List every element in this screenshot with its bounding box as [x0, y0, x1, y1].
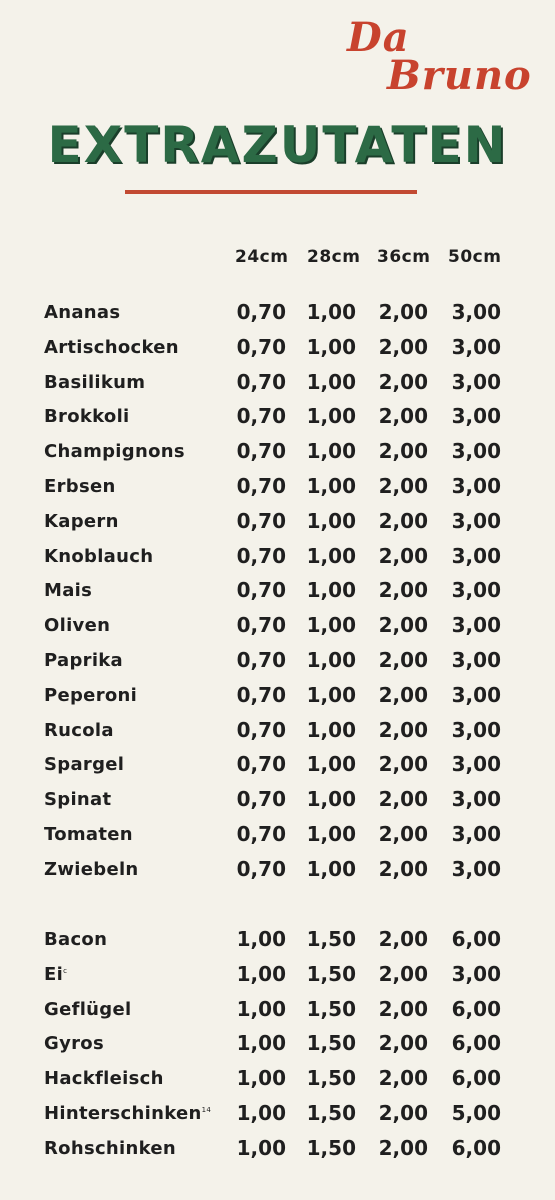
ingredient-label: Rohschinken [44, 1137, 177, 1159]
price-cell: 2,00 [378, 752, 428, 777]
size-50: 50cm [448, 247, 502, 267]
ingredient-name [44, 824, 133, 845]
price-row [0, 578, 555, 608]
price-cell: 6,00 [451, 1066, 501, 1091]
price-cell: 1,50 [306, 927, 356, 951]
price-cell: 5,00 [451, 1101, 501, 1125]
price-cell: 3,00 [451, 404, 501, 429]
price-cell: 0,70 [236, 717, 286, 742]
price-cell: 2,00 [378, 648, 428, 672]
ingredient-name [44, 650, 123, 671]
price-cell: 1,00 [236, 1031, 286, 1056]
price-cell: 2,00 [378, 334, 428, 359]
price-cell: 3,00 [451, 682, 501, 707]
price-cell: 2,00 [378, 1101, 428, 1125]
price-cell: 3,00 [451, 961, 501, 986]
price-cell: 3,00 [451, 752, 501, 777]
price-cell: 2,00 [378, 682, 428, 707]
ingredient-name [44, 964, 67, 985]
price-cell: 1,00 [306, 404, 356, 429]
price-row [0, 927, 555, 957]
price-cell: 3,00 [451, 508, 501, 533]
ingredient-name [44, 406, 130, 427]
price-cell: 1,00 [236, 996, 286, 1021]
price-cell: 1,00 [306, 752, 356, 777]
price-cell: 1,00 [306, 508, 356, 533]
price-cell: 2,00 [378, 787, 428, 812]
price-row [0, 857, 555, 887]
title-underline [125, 190, 417, 194]
ingredient-label: Oliven [44, 615, 111, 637]
price-cell: 0,70 [236, 439, 286, 464]
price-cell: 2,00 [378, 856, 428, 881]
price-row [0, 962, 555, 992]
price-cell: 2,00 [378, 961, 428, 986]
ingredient-name [44, 929, 107, 950]
ingredient-name [44, 754, 124, 775]
ingredient-name [44, 1138, 176, 1159]
price-cell: 0,70 [236, 369, 286, 394]
price-cell: 3,00 [451, 613, 501, 638]
price-cell: 1,00 [306, 334, 356, 359]
ingredient-label: Hinterschinken [44, 1103, 202, 1124]
price-cell: 0,70 [236, 787, 286, 812]
price-cell: 6,00 [451, 1135, 501, 1160]
ingredient-name [44, 789, 111, 810]
price-cell: 2,00 [378, 578, 428, 603]
ingredient-label: Rucola [44, 719, 114, 741]
ingredient-name [44, 511, 119, 532]
price-cell: 3,00 [451, 648, 501, 672]
price-row [0, 1066, 555, 1096]
ingredient-label: Hackfleisch [44, 1068, 164, 1090]
price-cell: 2,00 [378, 822, 428, 846]
price-cell: 2,00 [378, 474, 428, 498]
ingredient-label: Tomaten [44, 824, 133, 845]
price-cell: 2,00 [378, 1066, 428, 1091]
price-row [0, 544, 555, 574]
allergen-note: c [63, 966, 68, 975]
price-cell: 1,50 [306, 1135, 356, 1160]
price-cell: 2,00 [378, 613, 428, 638]
price-row [0, 1136, 555, 1166]
ingredient-label: Geflügel [44, 998, 132, 1020]
price-cell: 0,70 [236, 543, 286, 568]
ingredient-label: Gyros [44, 1033, 104, 1055]
price-cell: 0,70 [236, 508, 286, 533]
ingredient-label: Erbsen [44, 476, 116, 497]
price-cell: 0,70 [236, 822, 286, 846]
price-cell: 3,00 [451, 856, 501, 881]
price-cell: 0,70 [236, 404, 286, 429]
price-cell: 1,00 [306, 369, 356, 394]
ingredient-label: Zwiebeln [44, 858, 139, 880]
price-cell: 1,00 [236, 1101, 286, 1125]
price-cell: 3,00 [451, 717, 501, 742]
price-cell: 3,00 [451, 439, 501, 464]
price-cell: 1,00 [306, 717, 356, 742]
price-cell: 3,00 [451, 578, 501, 603]
ingredient-label: Ei [44, 963, 64, 985]
price-cell: 3,00 [451, 474, 501, 498]
ingredient-name [44, 1068, 164, 1089]
price-cell: 3,00 [451, 334, 501, 359]
ingredient-label: Ananas [44, 302, 121, 323]
price-cell: 0,70 [236, 300, 286, 324]
ingredient-name [44, 337, 179, 358]
price-row [0, 752, 555, 782]
ingredient-name [44, 580, 92, 601]
price-cell: 0,70 [236, 648, 286, 672]
price-cell: 1,00 [236, 1135, 286, 1160]
price-row [0, 335, 555, 365]
price-cell: 1,00 [306, 474, 356, 498]
price-cell: 1,50 [306, 1101, 356, 1125]
price-cell: 2,00 [378, 508, 428, 533]
price-cell: 1,50 [306, 1066, 356, 1091]
price-cell: 1,00 [306, 578, 356, 603]
price-cell: 1,00 [306, 300, 356, 324]
price-cell: 2,00 [378, 369, 428, 394]
price-cell: 2,00 [378, 439, 428, 464]
ingredient-name [44, 1033, 104, 1054]
ingredient-label: Spargel [44, 754, 125, 776]
logo-line-2: Bruno [387, 52, 532, 99]
price-cell: 1,00 [236, 1066, 286, 1091]
price-cell: 1,00 [306, 613, 356, 638]
price-cell: 0,70 [236, 474, 286, 498]
price-cell: 2,00 [378, 927, 428, 951]
price-cell: 2,00 [378, 717, 428, 742]
size-36: 36cm [377, 247, 431, 267]
price-cell: 1,50 [306, 1031, 356, 1056]
ingredient-label: Artischocken [44, 336, 179, 358]
price-cell: 0,70 [236, 613, 286, 638]
price-cell: 3,00 [451, 369, 501, 394]
ingredient-label: Knoblauch [44, 545, 154, 567]
size-header [0, 247, 555, 273]
price-cell: 1,00 [236, 961, 286, 986]
price-cell: 2,00 [378, 404, 428, 429]
page-title: EXTRAZUTATEN [47, 116, 508, 174]
price-row [0, 648, 555, 678]
price-row [0, 822, 555, 852]
ingredient-name [44, 441, 185, 462]
price-row [0, 439, 555, 469]
price-cell: 2,00 [378, 1135, 428, 1160]
price-cell: 0,70 [236, 682, 286, 707]
ingredient-label: Kapern [44, 510, 119, 532]
ingredient-name [44, 859, 139, 880]
ingredient-label: Brokkoli [44, 406, 130, 428]
ingredient-label: Peperoni [44, 684, 138, 706]
price-row [0, 683, 555, 713]
ingredient-label: Basilikum [44, 371, 146, 393]
price-cell: 3,00 [451, 787, 501, 812]
price-cell: 1,00 [306, 439, 356, 464]
price-cell: 1,00 [236, 927, 286, 951]
allergen-note: 14 [201, 1106, 212, 1114]
price-row [0, 997, 555, 1027]
ingredient-label: Paprika [44, 650, 124, 671]
ingredient-name [44, 720, 114, 741]
price-cell: 2,00 [378, 1031, 428, 1056]
price-cell: 0,70 [236, 752, 286, 777]
price-cell: 2,00 [378, 543, 428, 568]
logo-line-1: Da [347, 14, 410, 61]
price-cell: 1,00 [306, 682, 356, 707]
ingredient-label: Spinat [44, 789, 112, 811]
price-row [0, 718, 555, 748]
price-row [0, 787, 555, 817]
price-cell: 2,00 [378, 300, 428, 324]
price-cell: 1,00 [306, 856, 356, 881]
price-row [0, 300, 555, 330]
ingredient-name [44, 302, 120, 323]
logo [347, 14, 532, 99]
price-cell: 0,70 [236, 578, 286, 603]
ingredient-name [44, 685, 137, 706]
price-row [0, 474, 555, 504]
price-row [0, 1031, 555, 1061]
price-cell: 1,00 [306, 822, 356, 846]
ingredient-label: Bacon [44, 929, 108, 950]
price-cell: 6,00 [451, 927, 501, 951]
size-28: 28cm [307, 247, 361, 267]
price-cell: 1,50 [306, 996, 356, 1021]
ingredient-label: Mais [44, 580, 93, 602]
ingredient-name [44, 546, 153, 567]
price-cell: 0,70 [236, 334, 286, 359]
price-cell: 3,00 [451, 543, 501, 568]
ingredient-name [44, 615, 110, 636]
price-cell: 3,00 [451, 822, 501, 846]
price-cell: 0,70 [236, 856, 286, 881]
price-cell: 3,00 [451, 300, 501, 324]
ingredient-name [44, 999, 131, 1020]
price-cell: 6,00 [451, 996, 501, 1021]
ingredient-label: Champignons [44, 441, 185, 463]
price-cell: 2,00 [378, 996, 428, 1021]
size-24: 24cm [235, 247, 289, 267]
price-row [0, 1101, 555, 1131]
ingredient-name [44, 1103, 211, 1124]
price-cell: 6,00 [451, 1031, 501, 1056]
price-row [0, 613, 555, 643]
price-cell: 1,50 [306, 961, 356, 986]
price-row [0, 404, 555, 434]
ingredient-name [44, 476, 116, 497]
ingredient-name [44, 372, 145, 393]
price-row [0, 370, 555, 400]
price-row [0, 509, 555, 539]
price-cell: 1,00 [306, 543, 356, 568]
price-cell: 1,00 [306, 787, 356, 812]
price-cell: 1,00 [306, 648, 356, 672]
